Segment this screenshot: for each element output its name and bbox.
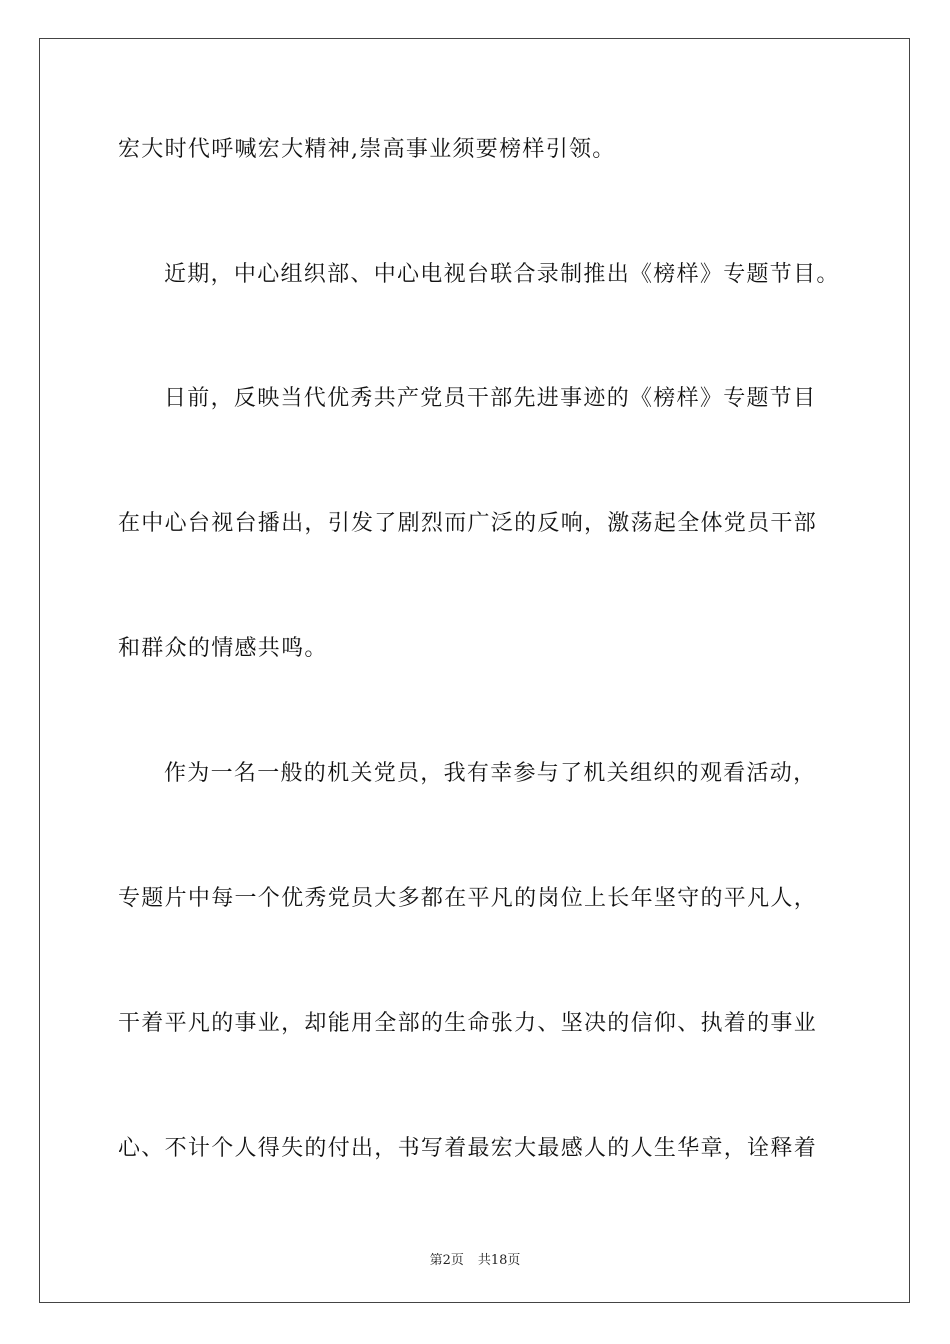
page-border xyxy=(39,38,910,1303)
text-line-5: 和群众的情感共鸣。 xyxy=(118,636,328,661)
text-line-1: 宏大时代呼喊宏大精神,崇高事业须要榜样引领。 xyxy=(118,137,616,162)
page-footer xyxy=(0,1249,950,1268)
text-line-6: 作为一名一般的机关党员，我有幸参与了机关组织的观看活动， xyxy=(164,761,817,786)
page-total-label: 共18页 xyxy=(477,1253,521,1268)
text-line-9: 心、不计个人得失的付出，书写着最宏大最感人的人生华章，诠释着 xyxy=(118,1136,818,1161)
page-current-label: 第2页 xyxy=(429,1253,464,1268)
text-line-4: 在中心台视台播出，引发了剧烈而广泛的反响，激荡起全体党员干部 xyxy=(118,511,818,536)
text-line-7: 专题片中每一个优秀党员大多都在平凡的岗位上长年坚守的平凡人， xyxy=(118,886,818,911)
text-line-3: 日前，反映当代优秀共产党员干部先进事迹的《榜样》专题节目 xyxy=(164,386,817,411)
text-line-8: 干着平凡的事业，却能用全部的生命张力、坚决的信仰、执着的事业 xyxy=(118,1011,818,1036)
text-line-2: 近期，中心组织部、中心电视台联合录制推出《榜样》专题节目。 xyxy=(164,262,840,287)
